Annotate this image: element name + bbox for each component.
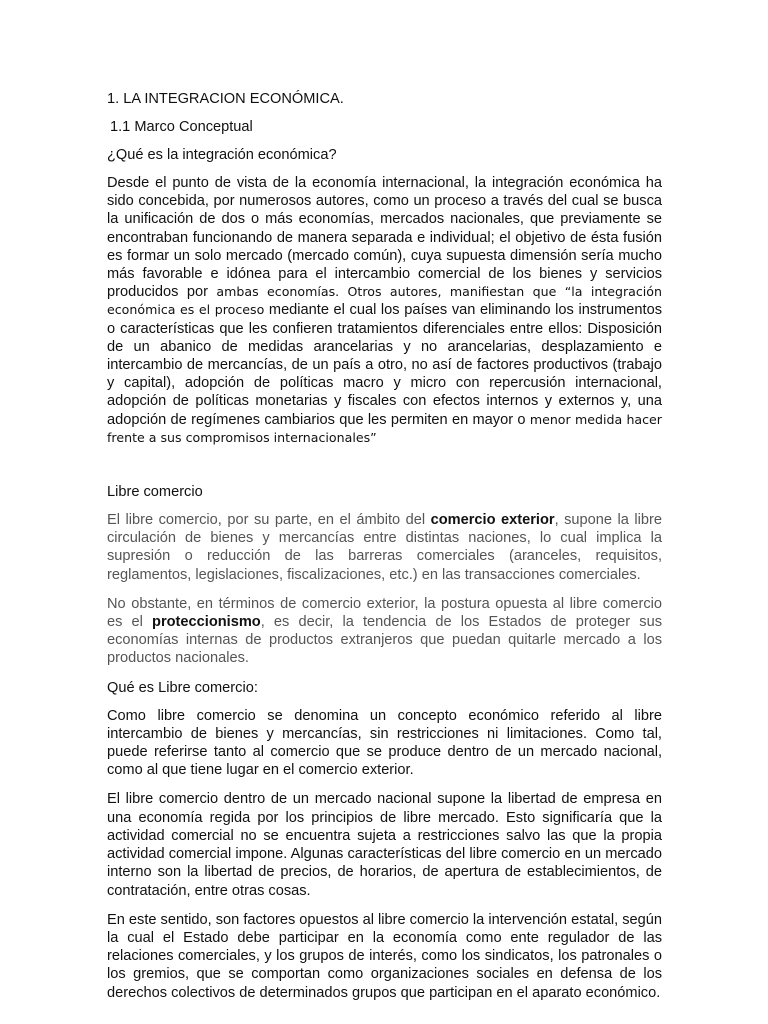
question-heading-2: Qué es Libre comercio: [107,679,258,696]
paragraph-libre-comercio-text-2: , supone la libre circulación de bienes y mercancías entre distintas naciones, lo cual implica la supresión o reducción de las barreras comerciales (aranceles, requisitos, reglamentos, legislaciones, fiscalizaciones, etc.) en las transacciones comerciales. [107,512,662,583]
libre-comercio-heading: Libre comercio [107,484,203,501]
proteccionismo-term: proteccionismo [152,614,261,631]
paragraph-integracion-part-2: ambas economías. Otros autores, manifiestan que “la integración económica es el proceso [107,284,662,318]
paragraph-integracion-part-4: menor medida hacer frente a sus compromisos internacionales” [107,411,662,445]
question-heading: ¿Qué es la integración económica? [107,147,337,163]
paragraph-integracion [107,174,662,447]
paragraph-proteccionismo-text-2: , es decir, la tendencia de los Estados de proteger sus economías internas de productos extranjeros que puedan quitarle mercado a los productos nacionales. [107,614,662,667]
paragraph-proteccionismo [107,595,662,668]
paragraph-libre-comercio [107,511,662,584]
comercio-exterior-term: comercio exterior [430,512,555,529]
paragraph-integracion-part-1: Desde el punto de vista de la economía internacional, la integración económica ha sido concebida, por numerosos autores, como un proceso a través del cual se busca la unificación de dos o más economías, mercados nacionales, que previamente se encontraban funcionando de manera separada e individual; el objetivo de ésta fusión es formar un solo mercado (mercado común), cuya supuesta dimensión sería mucho más favorable e idónea para el intercambio comercial de los bienes y servicios producidos por [107,175,662,301]
paragraph-factores-opuestos: En este sentido, son factores opuestos al libre comercio la intervención estatal, según la cual el Estado debe participar en la economía como ente regulador de las relaciones comerciales, y los grupos de interés, como los sindicatos, los patronales o los gremios, que se comportan como organizaciones sociales en defensa de los derechos colectivos de determinados grupos que participan en el aparato económico. [107,911,662,1001]
paragraph-mercado-nacional: El libre comercio dentro de un mercado nacional supone la libertad de empresa en una economía regida por los principios de libre mercado. Esto significaría que la actividad comercial no se encuentra sujeta a restricciones salvo las que la propia actividad comercial impone. Algunas características del libre comercio en un mercado interno son la libertad de precios, de horarios, de apertura de establecimientos, de contratación, entre otras cosas. [107,791,662,899]
subsection-heading: 1.1 Marco Conceptual [110,119,253,135]
section-gap [107,458,662,483]
paragraph-libre-comercio-text: El libre comercio, por su parte, en el ámbito del [107,512,431,529]
section-heading: 1. LA INTEGRACION ECONÓMICA. [107,91,344,107]
paragraph-definicion: Como libre comercio se denomina un concepto económico referido al libre intercambio de bienes y mercancías, sin restricciones ni limitaciones. Como tal, puede referirse tanto al comercio que se produce dentro de un mercado nacional, como al que tiene lugar en el comercio exterior. [107,707,662,779]
paragraph-integracion-part-3: mediante el cual los países van eliminando los instrumentos o características que les confieren tratamientos diferenciales entre ellos: Disposición de un abanico de medidas arancelarias y no arancelarias, desplazamiento e intercambio de mercancías, de un país a otro, no así de factores productivos (trabajo y capital), adopción de políticas macro y micro con repercusión internacional, adopción de políticas monetarias y fiscales con efectos internos y externos y, una adopción de regímenes cambiarios que les permiten en mayor o [107,302,662,428]
paragraph-proteccionismo-text: No obstante, en términos de comercio exterior, la postura opuesta al libre comercio es el [107,595,662,631]
